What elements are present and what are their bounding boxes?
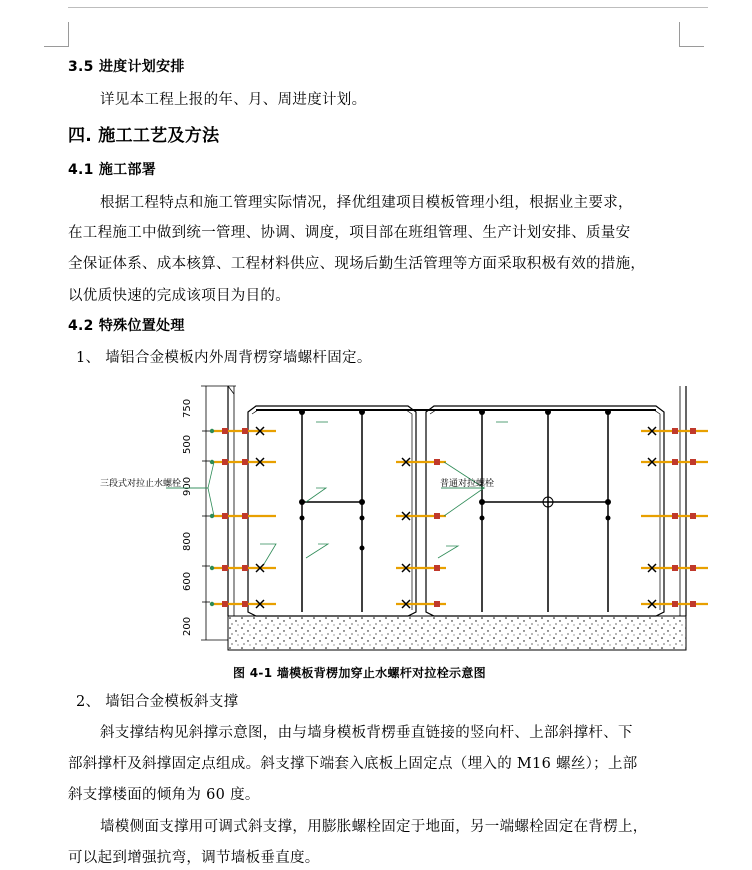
heading-3-5: 3.5 进度计划安排 bbox=[68, 59, 185, 75]
header-rule bbox=[68, 7, 708, 8]
heading-4-2: 4.2 特殊位置处理 bbox=[68, 318, 185, 334]
paragraph-4-1-line: 全保证体系、成本核算、工程材料供应、现场后勤生活管理等方面采取积极有效的措施， bbox=[68, 256, 646, 272]
list-item-2: 2、 墙铝合金模板斜支撑 bbox=[76, 694, 239, 710]
paragraph-3-5: 详见本工程上报的年、月、周进度计划。 bbox=[100, 92, 367, 108]
left-tie-bolts bbox=[210, 427, 276, 608]
dimension-label: 600 bbox=[182, 571, 193, 591]
crop-mark-right bbox=[679, 22, 704, 47]
crop-mark-left bbox=[44, 22, 69, 47]
heading-4-1: 4.1 施工部署 bbox=[68, 162, 157, 178]
label-ordinary-bolt: 普通对拉螺栓 bbox=[440, 479, 495, 489]
right-tie-bolts bbox=[641, 427, 708, 608]
heading-4: 四. 施工工艺及方法 bbox=[68, 126, 220, 146]
paragraph-4-2-line: 斜支撑楼面的倾角为 60 度。 bbox=[68, 787, 260, 803]
paragraph-4-2-line: 斜支撑结构见斜撑示意图，由与墙身模板背楞垂直链接的竖向杆、上部斜撑杆、下 bbox=[100, 725, 633, 741]
paragraph-4-1-line: 根据工程特点和施工管理实际情况，择优组建项目模板管理小组，根据业主要求， bbox=[100, 195, 633, 211]
paragraph-4-2-line: 部斜撑杆及斜撑固定点组成。斜支撑下端套入底板上固定点（埋入的 M16 螺丝）；上部 bbox=[68, 756, 638, 772]
dimension-label: 500 bbox=[182, 434, 193, 454]
list-item-1: 1、 墙铝合金模板内外周背楞穿墙螺杆固定。 bbox=[76, 350, 372, 366]
paragraph-4-2-line: 墙模侧面支撑用可调式斜支撑，用膨胀螺栓固定于地面，另一端螺栓固定在背楞上， bbox=[100, 819, 648, 835]
middle-tie-bolts bbox=[396, 458, 446, 608]
label-three-section-bolt: 三段式对拉止水螺栓 bbox=[100, 479, 182, 489]
paragraph-4-2-line: 可以起到增强抗弯，调节墙板垂直度。 bbox=[68, 850, 320, 866]
paragraph-4-1-line: 以优质快速的完成该项目为目的。 bbox=[68, 288, 290, 304]
dimension-label: 750 bbox=[182, 398, 193, 418]
paragraph-4-1-line: 在工程施工中做到统一管理、协调、调度，项目部在班组管理、生产计划安排、质量安 bbox=[68, 225, 631, 241]
dimension-label: 200 bbox=[182, 616, 193, 636]
dimension-label: 800 bbox=[182, 531, 193, 551]
dimension-label: 900 bbox=[182, 476, 193, 496]
formwork-diagram bbox=[96, 376, 716, 658]
figure-caption: 图 4-1 墙模板背楞加穿止水螺杆对拉栓示意图 bbox=[233, 666, 486, 680]
